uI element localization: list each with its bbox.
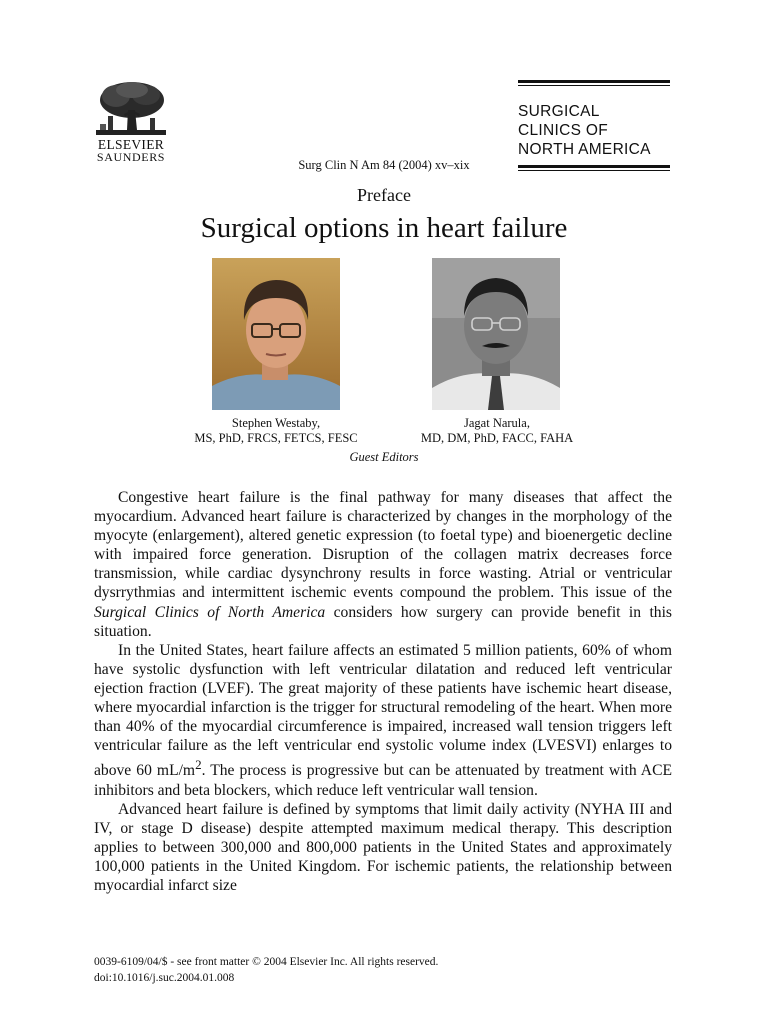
elsevier-tree-logo-icon	[94, 80, 168, 138]
editor-photo-right	[432, 258, 560, 410]
publisher-imprint: SAUNDERS	[96, 150, 166, 164]
editor-credentials: MD, DM, PhD, FACC, FAHA	[420, 431, 574, 445]
doi-line: doi:10.1016/j.suc.2004.01.008	[94, 972, 235, 984]
body-text-run: In the United States, heart failure affects an estimated 5 million patients, 60% of whom have systolic dysfunction with left ventricular dilatation and reduced left ventricular ejection fraction (LVEF). The great majority of these patients have ischemic heart disease, where myocardial infarction is the trigger for structural remodeling of the heart. When more than 40% of the myocardial circumference is impaired, increased wall tension triggers left ventricular failure as the left ventricular end systolic volume index (LVESVI) enlarges to above 60 mL/m	[94, 641, 672, 780]
publisher-logo	[94, 80, 172, 164]
masthead-rule-top-thin	[518, 85, 670, 86]
journal-title-line: CLINICS OF	[518, 122, 608, 139]
editors-role: Guest Editors	[349, 450, 419, 464]
body-paragraph: Advanced heart failure is defined by symptoms that limit daily activity (NYHA III and IV, or stage D disease) despite attempted maximum medical therapy. This description applies to between 300,000 and 800,000 patients in the United States and approximately 100,000 patients in the United Kingdom. For ischemic patients, the relationship between myocardial infarct size	[94, 800, 672, 895]
editor-credentials: MS, PhD, FRCS, FETCS, FESC	[194, 431, 358, 445]
body-paragraph	[94, 488, 672, 641]
editor-photo-left	[212, 258, 340, 410]
body-text-run: . The process is progressive but can be attenuated by treatment with ACE inhibitors and beta blockers, which reduce left ventricular wall tension.	[94, 762, 672, 799]
journal-name-italic: Surgical Clinics of North America	[94, 603, 326, 621]
masthead-rule-top	[518, 80, 670, 83]
editor-right	[390, 416, 604, 446]
publisher-name: ELSEVIER	[97, 137, 165, 152]
copyright-line: 0039-6109/04/$ - see front matter © 2004 Elsevier Inc. All rights reserved.	[94, 956, 439, 968]
editor-name: Stephen Westaby,	[231, 416, 321, 430]
page-footer	[94, 954, 672, 986]
section-label: Preface	[357, 185, 411, 205]
body-paragraph	[94, 641, 672, 800]
journal-title-line: NORTH AMERICA	[518, 141, 651, 158]
superscript: 2	[195, 757, 202, 773]
body-text-run: considers how surgery can provide benefit in this situation.	[94, 603, 672, 640]
editor-left	[150, 416, 402, 446]
page-title: Surgical options in heart failure	[200, 212, 568, 244]
journal-title	[518, 102, 670, 159]
article-body	[94, 488, 672, 895]
citation: Surg Clin N Am 84 (2004) xv–xix	[298, 158, 470, 172]
body-text-run: Congestive heart failure is the final pathway for many diseases that affect the myocardium. Advanced heart failure is characterized by changes in the morphology of the myocyte (enlargement), altered genetic expression (to foetal type) and bioenergetic decline with impaired force generation. Disruption of the collagen matrix decreases force transmission, while cardiac dysynchrony results in force wasting. Atrial or ventricular dysrrythmias and intermittent ischemic events compound the problem. This issue of the	[94, 489, 672, 602]
editor-name: Jagat Narula,	[464, 416, 530, 430]
journal-title-line: SURGICAL	[518, 103, 600, 120]
